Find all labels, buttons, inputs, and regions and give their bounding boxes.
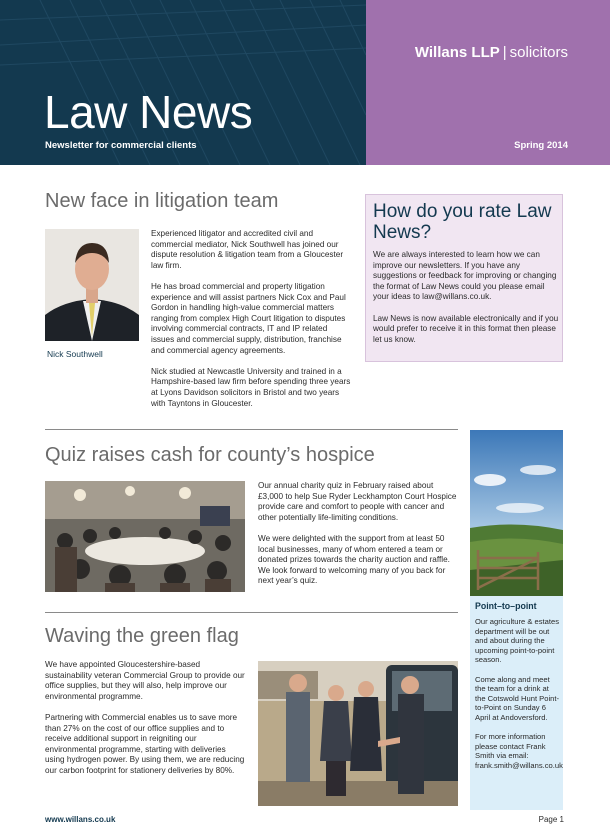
section-divider (45, 429, 458, 430)
article-body-green-flag (45, 660, 245, 787)
feedback-box-body (373, 250, 559, 356)
issue-season: Spring 2014 (514, 140, 568, 151)
countryside-gate-photo (470, 430, 563, 596)
feedback-box-title: How do you rate Law News? (373, 201, 552, 243)
photo-caption: Nick Southwell (47, 349, 103, 359)
paragraph: Our annual charity quiz in February raised about £3,000 to help Sue Ryder Leckhampton Court Hospice provide care and comfort to people with cancer and other potentially life-limiting conditions. (258, 481, 457, 522)
firm-name: Willans LLP (414, 44, 500, 61)
firm-subtitle: solicitors (509, 44, 568, 61)
article-title-quiz: Quiz raises cash for county’s hospice (45, 444, 375, 466)
paragraph: Law News is now available electronically and if you would prefer to receive it in this format then please let us know. (373, 313, 559, 344)
paragraph: Partnering with Commercial enables us to save more than 27% on the cost of our office supplies and to receive additional support in reigniting our environmental programme, starting with deliveries using hydrogen power. By using them, we are reducing our carbon footprint for stationery deliveries by 80%. (45, 712, 245, 775)
paragraph: For more information please contact Frank Smith via email: frank.smith@willans.co.uk (475, 732, 563, 770)
paragraph: Experienced litigator and accredited civil and commercial mediator, Nick Southwell has joined our dispute resolution & litigation team from a Gloucester law firm. (151, 229, 344, 270)
point-to-point-box (470, 596, 563, 810)
point-to-point-body (475, 617, 561, 780)
firm-logo (415, 44, 568, 61)
masthead-tagline: Newsletter for commercial clients (45, 140, 197, 151)
masthead-title: Law News (44, 86, 253, 138)
paragraph: Come along and meet the team for a drink at the Cotswold Hunt Point-to-Point on Sunday 6 April at Andoversford. (475, 674, 559, 722)
feedback-box (365, 194, 563, 362)
article-title-green-flag: Waving the green flag (45, 625, 239, 647)
paragraph: We have appointed Gloucestershire-based sustainability veteran Commercial Group to provide our office supplies, but they will also, help improve our environmental programme. (45, 660, 245, 701)
article-body-litigation (151, 229, 351, 420)
footer-website-link[interactable]: www.willans.co.uk (45, 815, 116, 824)
nick-southwell-photo (45, 229, 139, 341)
page-number: Page 1 (538, 815, 564, 824)
firm-separator: | (502, 44, 507, 61)
paragraph: We were delighted with the support from at least 50 local businesses, many of whom entered a team or donated prizes towards the charity auction and raffle. We look forward to welcoming many of you back for next year’s quiz. (258, 533, 450, 586)
article-title-litigation: New face in litigation team (45, 190, 279, 212)
firm-banner (366, 0, 610, 165)
section-divider (45, 612, 458, 613)
team-handshake-photo (258, 661, 458, 806)
paragraph: Nick studied at Newcastle University and trained in a Hampshire-based law firm before spending three years at Lyons Davidson solicitors in Bristol and two years with Tayntons in Gloucester. (151, 366, 351, 408)
paragraph: Our agriculture & estates department will be out and about during the upcoming point-to-point season. (475, 617, 559, 665)
article-body-quiz (258, 481, 458, 598)
paragraph: He has broad commercial and property litigation experience and will assist partners Nick Cox and Paul Gordon in handling high-value commercial matters ranging from complex High Court litigation to disputes involving commercial contracts, IT and IP related issues and commercial supply, distribution, franchise and commercial agency agreements. (151, 281, 346, 355)
paragraph: We are always interested to learn how we can improve our newsletters. If you have any suggestions or feedback for improving or changing the format of Law News could you please email your ideas to law@willans.co.uk. (373, 250, 557, 302)
masthead-banner (0, 0, 366, 165)
point-to-point-title: Point–to–point (475, 601, 537, 611)
quiz-night-photo (45, 481, 245, 592)
